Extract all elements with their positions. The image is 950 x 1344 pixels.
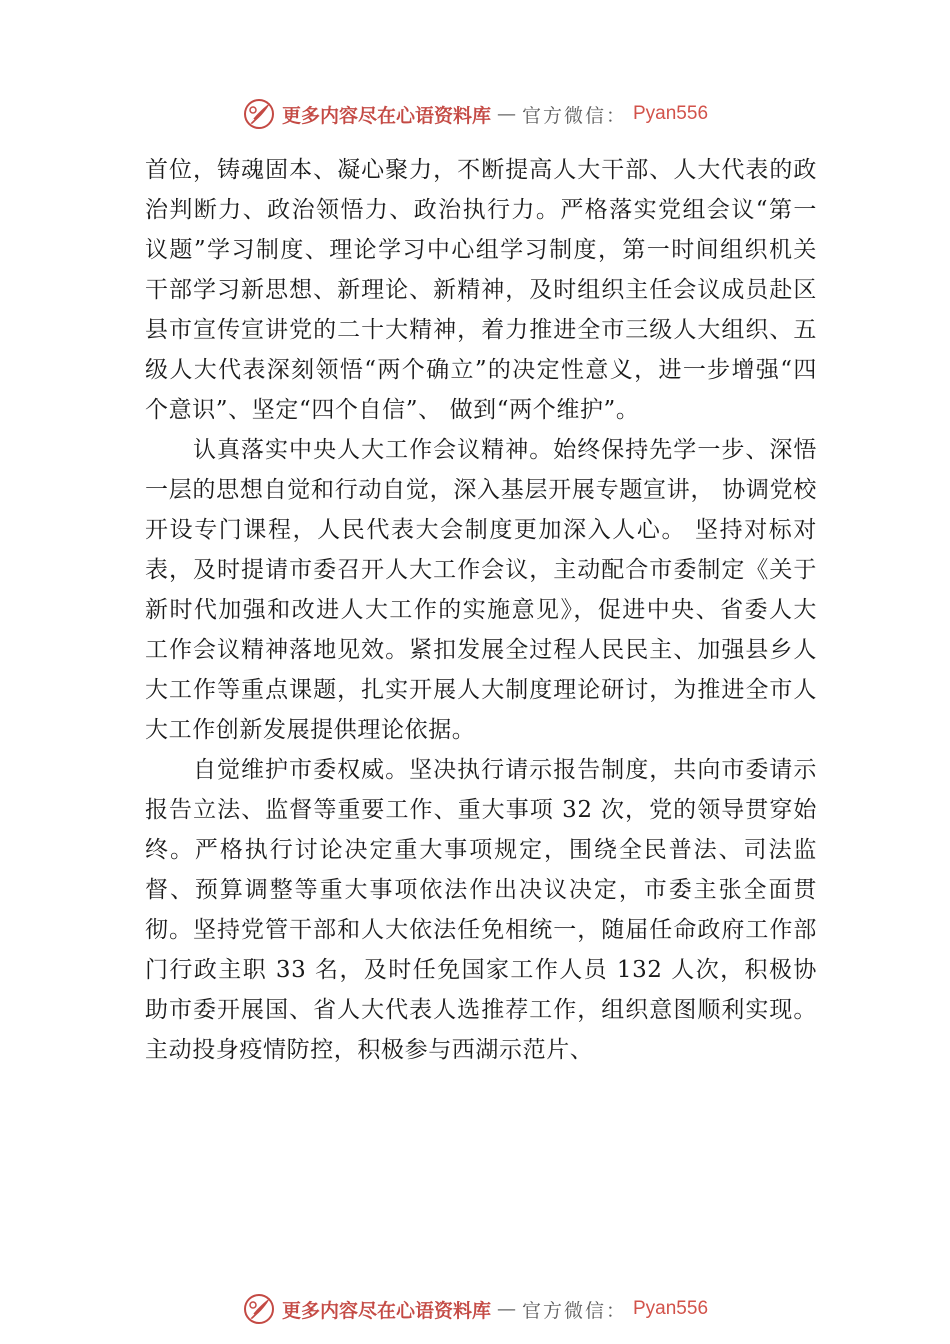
site-name: 更多内容尽在心语资料库 [281, 1299, 491, 1322]
wechat-id: Pyan556 [633, 103, 709, 124]
wechat-id: Pyan556 [633, 1298, 709, 1319]
paragraph-1: 首位，铸魂固本、凝心聚力，不断提高人大干部、人大代表的政治判断力、政治领悟力、政治执行力。严格落实党组会议“第一议题”学习制度、理论学习中心组学习制度，第一时间组织机关干部学习新思想、新理论、新精神，及时组织主任会议成员赴区县市宣传宣讲党的二十大精神，着力推进全市三级人大组织、五级人大代表深刻领悟“两个确立”的决定性意义，进一步增强“四个意识”、坚定“四个自信”、 做到“两个维护”。 [145, 157, 817, 423]
quill-pen-circle-icon [242, 1292, 276, 1326]
site-name: 更多内容尽在心语资料库 [281, 104, 491, 127]
banner-dash: — [496, 1298, 516, 1320]
banner-dash: — [496, 103, 516, 125]
header-banner [0, 94, 950, 134]
wechat-label: 官方微信： [521, 1299, 627, 1322]
document-body [145, 150, 817, 1070]
wechat-label: 官方微信： [521, 104, 627, 127]
paragraph-3: 自觉维护市委权威。坚决执行请示报告制度，共向市委请示报告立法、监督等重要工作、重大事项 32 次，党的领导贯穿始终。严格执行讨论决定重大事项规定，围绕全民普法、司法监督、预算调整等重大事项依法作出决议决定，市委主张全面贯彻。坚持党管干部和人大依法任免相统一，随届任命政府工作部门行政主职 33 名，及时任免国家工作人员 132 人次，积极协助市委开展国、省人大代表人选推荐工作，组织意图顺利实现。主动投身疫情防控，积极参与西湖示范片、 [145, 757, 817, 1063]
footer-banner [0, 1289, 950, 1329]
quill-pen-circle-icon [242, 97, 276, 131]
paragraph-2: 认真落实中央人大工作会议精神。始终保持先学一步、深悟一层的思想自觉和行动自觉，深入基层开展专题宣讲， 协调党校开设专门课程，人民代表大会制度更加深入人心。 坚持对标对表，及时提请市委召开人大工作会议，主动配合市委制定《关于新时代加强和改进人大工作的实施意见》，促进中央、省委人大工作会议精神落地见效。紧扣发展全过程人民民主、加强县乡人大工作等重点课题，扎实开展人大制度理论研讨，为推进全市人大工作创新发展提供理论依据。 [145, 437, 817, 743]
